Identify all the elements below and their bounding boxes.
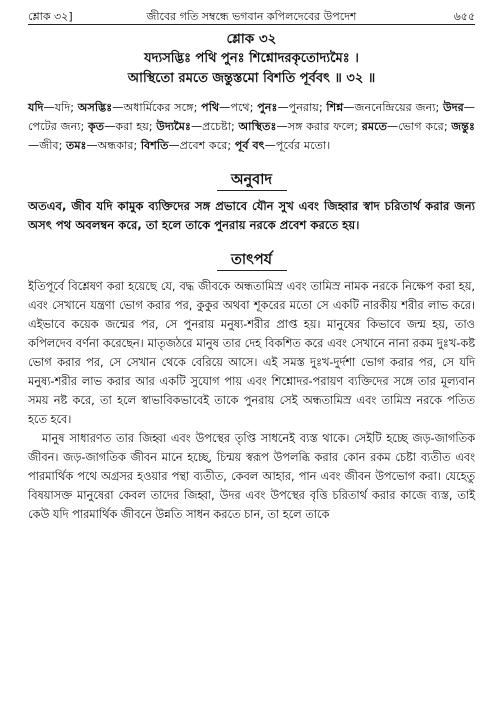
synonym-word: শিশ্ন	[326, 101, 344, 114]
running-header	[28, 0, 475, 22]
synonym-word: পুনঃ	[257, 101, 278, 114]
synonym-meaning: সঙ্গ করার ফলে;	[287, 120, 362, 133]
header-chapter-title: জীবের গতি সম্বন্ধে ভগবান কপিলদেবের উপদেশ	[146, 10, 357, 23]
synonym-meaning: করা হয়;	[115, 120, 157, 133]
verse-title: শ্লোক ৩২	[226, 31, 277, 47]
synonym-word: জন্তুঃ	[451, 120, 475, 133]
translation-heading-rule	[217, 190, 287, 191]
verse-line-1: যদ্যসদ্ভিঃ পথি পুনঃ শিশ্নোদরকৃতোদ্যমৈঃ ।	[144, 51, 359, 66]
synonym-meaning: পুনরায়;	[288, 101, 327, 114]
purport-paragraph: ইতিপূর্বে বিশ্লেষণ করা হয়েছে যে, বদ্ধ জীবকে অন্ধতামিস্র এবং তামিস্র নামক নরকে নিক্ষেপ করা হয়, এবং সেখানে যন্ত্রণা ভোগ করার পর, কুকুর অথবা শূকরের মতো সে একটি নারকীয় শরীর লাভ করে। এইভাবে কয়েক জন্মের পর, সে পুনরায় মনুষ্য-শরীর প্রাপ্ত হয়। মানুষের কিভাবে জন্ম হয়, তাও কপিলদেব বর্ণনা করেছেন। মাতৃজঠরে মানুষ তার দেহ বিকশিত করে এবং সেখানে নানা রকম দুঃখ-কষ্ট ভোগ করার পর, সে সেখান থেকে বেরিয়ে আসে। এই সমস্ত দুঃখ-দুর্দশা ভোগ করার পর, সে যদি মনুষ্য-শরীর লাভ করার আর একটি সুযোগ পায় এবং শিশ্নোদর-পরায়ণ ব্যক্তিদের সঙ্গে তার মূল্যবান সময় নষ্ট করে, তা হলে স্বাভাবিকভাবেই তাকে পুনরায় সেই অন্ধতামিস্র এবং তামিস্র নরকে পতিত হতে হবে।	[28, 280, 475, 426]
synonym-meaning: যদি;	[54, 101, 78, 114]
page-number: ৬৫৫	[453, 10, 475, 23]
synonym-word: উদ্যমৈঃ	[156, 120, 191, 133]
synonym-word: আস্থিতঃ	[238, 120, 277, 133]
synonym-word: অসদ্ভিঃ	[77, 101, 113, 114]
word-for-word-synonyms: যদি—যদি; অসদ্ভিঃ—অধার্মিকের সঙ্গে; পথি—পথে; পুনঃ—পুনরায়; শিশ্ন—জননেন্দ্রিয়ের জন্য; উদর—পেটের জন্য; কৃত—করা হয়; উদ্যমৈঃ—প্রচেষ্টা; আস্থিতঃ—সঙ্গ করার ফলে; রমতে—ভোগ করে; জন্তুঃ—জীব; তমঃ—অন্ধকার; বিশতি—প্রবেশ করে; পূর্ব বৎ—পূর্বের মতো।	[28, 101, 475, 152]
purport-heading-rule	[217, 270, 287, 271]
translation-heading: অনুবাদ	[230, 172, 273, 188]
synonym-meaning: অধার্মিকের সঙ্গে;	[123, 101, 202, 114]
purport-body	[28, 277, 475, 524]
synonym-word: যদি	[28, 101, 44, 114]
header-verse-ref: শ্লোক ৩২]	[28, 10, 73, 23]
synonym-meaning: অন্ধকার;	[97, 139, 141, 152]
synonym-meaning: পূর্বের মতো।	[275, 139, 331, 152]
synonym-meaning: পেটের জন্য;	[28, 120, 88, 133]
synonym-meaning: পথে;	[230, 101, 258, 114]
synonym-meaning: প্রবেশ করে;	[179, 139, 235, 152]
synonym-word: রমতে	[361, 120, 388, 133]
purport-paragraph: মানুষ সাধারণত তার জিহ্বা এবং উপস্থের তৃপ্তি সাধনেই ব্যস্ত থাকে। সেইটি হচ্ছে জড়-জাগতিক জীবন। জড়-জাগতিক জীবন মানে হচ্ছে, চিন্ময় স্বরূপ উপলব্ধি করার কোন রকম চেষ্টা ব্যতীত এবং পারমার্থিক পথে অগ্রসর হওয়ার পন্থা ব্যতীত, কেবল আহার, পান এবং জীবন উপভোগ করা। যেহেতু বিষয়াসক্ত মানুষেরা কেবল তাদের জিহ্বা, উদর এবং উপস্থের বৃত্তি চরিতার্থ করার কাজে ব্যস্ত, তাই কেউ যদি পারমার্থিক জীবনে উন্নতি সাধন করতে চান, তা হলে তাকে	[28, 432, 475, 521]
synonym-meaning: জননেন্দ্রিয়ের জন্য;	[354, 101, 444, 114]
synonym-word: উদর	[443, 101, 464, 114]
synonym-word: কৃত	[87, 120, 105, 133]
purport-heading: তাৎপর্য	[230, 252, 273, 268]
synonym-meaning: ভোগ করে;	[398, 120, 452, 133]
translation-text: অতএব, জীব যদি কামুক ব্যক্তিদের সঙ্গ প্রভাবে যৌন সুখ এবং জিহ্বার স্বাদ চরিতার্থ করার জন্য অসৎ পথ অবলম্বন করে, তা হলে তাকে পুনরায় নরকে প্রবেশ করতে হয়।	[28, 199, 475, 232]
synonym-word: পথি	[201, 101, 220, 114]
synonym-word: পূর্ব বৎ	[234, 139, 265, 152]
synonym-word: তমঃ	[65, 139, 87, 152]
synonym-meaning: জীব;	[39, 139, 66, 152]
synonym-word: বিশতি	[140, 139, 169, 152]
synonym-meaning: প্রচেষ্টা;	[202, 120, 239, 133]
verse-line-2: আস্থিতো রমতে জন্তুস্তমো বিশতি পূর্ববৎ ॥ ৩২ ॥	[127, 71, 376, 86]
